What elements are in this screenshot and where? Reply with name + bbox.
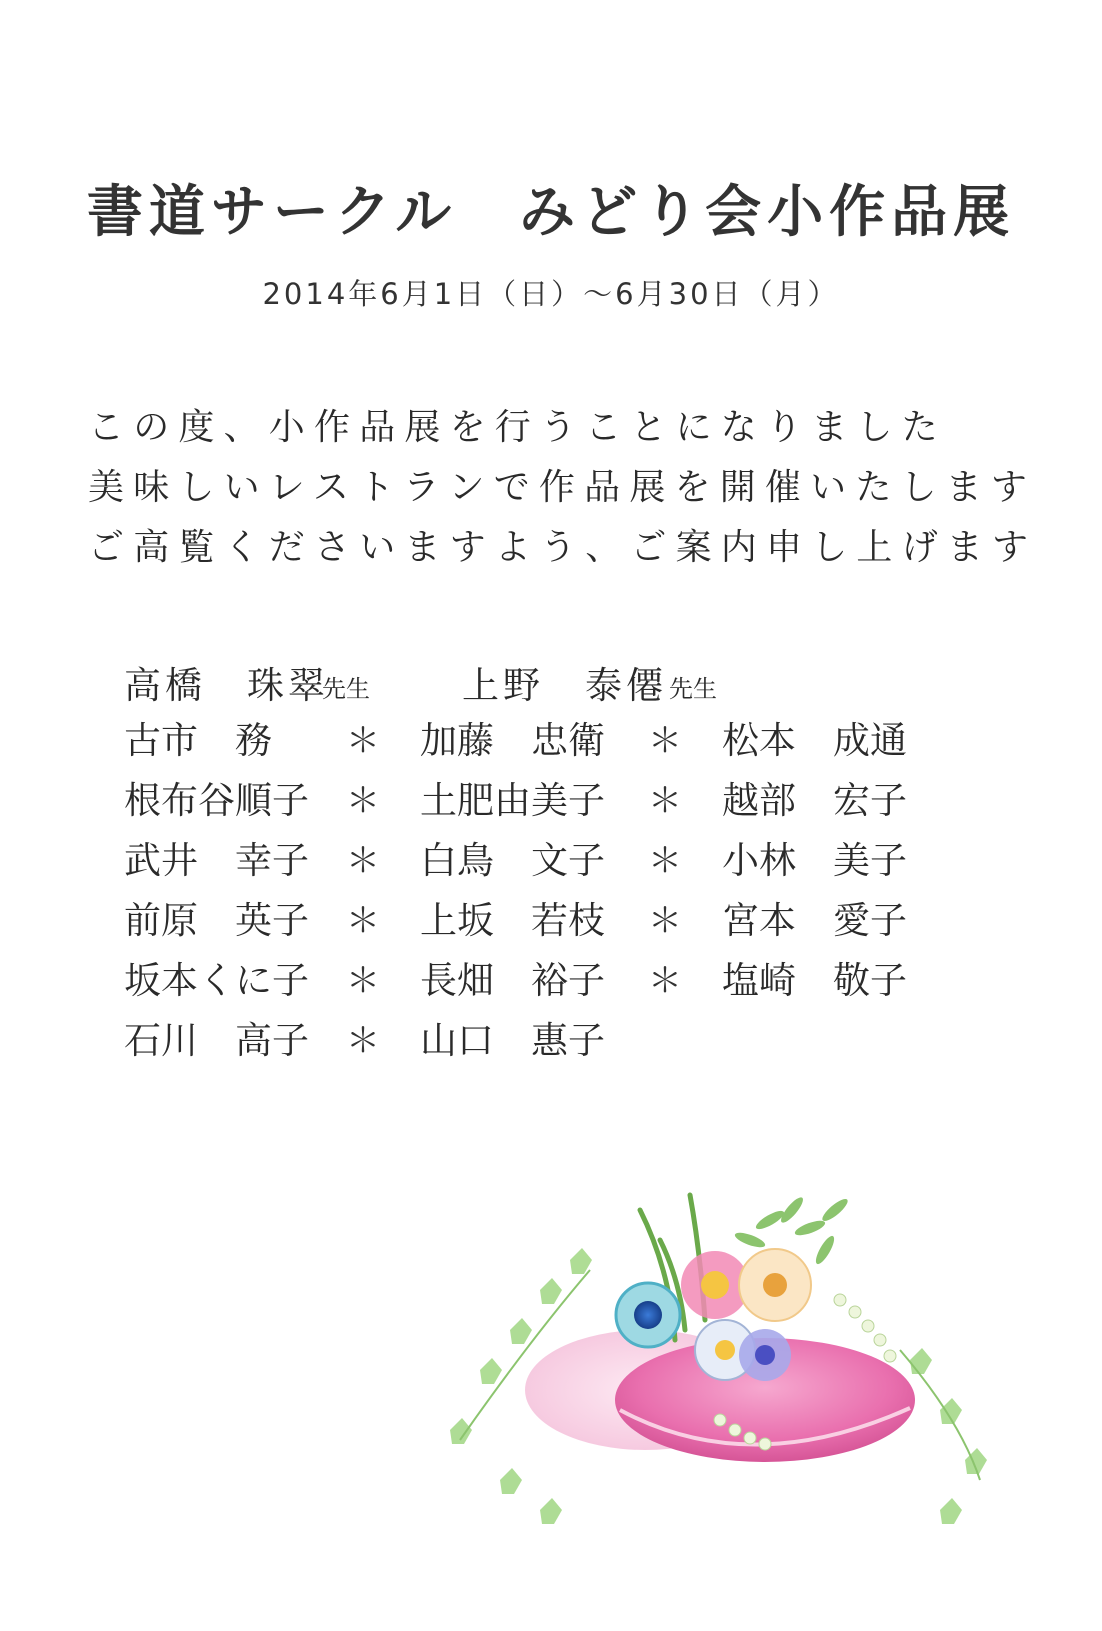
member-name: 小林 美子 <box>722 839 907 882</box>
intro-line: この度、小作品展を行うことになりました <box>88 407 947 448</box>
member-row <box>124 833 984 893</box>
member-row <box>124 713 984 773</box>
member-name: 根布谷順子 <box>124 779 309 822</box>
member-name: 宮本 愛子 <box>722 899 907 942</box>
exhibition-title: 書道サークル みどり会小作品展 <box>86 179 1016 245</box>
asterisk-separator: ＊ <box>648 841 682 881</box>
asterisk-separator: ＊ <box>648 901 682 941</box>
teachers-row <box>124 655 984 711</box>
asterisk-separator: ＊ <box>346 841 380 881</box>
flower-arrangement-illustration <box>420 1180 1020 1620</box>
member-name: 加藤 忠衛 <box>420 719 605 762</box>
asterisk-separator: ＊ <box>648 721 682 761</box>
member-name: 武井 幸子 <box>124 839 309 882</box>
intro-line: 美味しいレストランで作品展を開催いたします <box>88 467 1037 508</box>
member-name: 土肥由美子 <box>420 779 605 822</box>
asterisk-separator: ＊ <box>648 781 682 821</box>
member-row <box>124 773 984 833</box>
member-row <box>124 953 984 1013</box>
member-name: 長畑 裕子 <box>420 959 605 1002</box>
asterisk-separator: ＊ <box>346 781 380 821</box>
member-name: 坂本くに子 <box>124 959 309 1002</box>
asterisk-separator: ＊ <box>346 901 380 941</box>
teacher-name: 高橋 珠翠 <box>124 664 329 707</box>
member-name: 前原 英子 <box>124 899 309 942</box>
member-name: 古市 務 <box>124 719 272 762</box>
intro-line: ご高覧くださいますよう、ご案内申し上げます <box>88 527 1038 568</box>
teacher-name: 上野 泰僊 <box>462 664 667 707</box>
member-name: 塩崎 敬子 <box>722 959 907 1002</box>
member-row <box>124 893 984 953</box>
teacher-title: 先生 <box>669 675 717 703</box>
member-name: 石川 高子 <box>124 1019 309 1062</box>
exhibition-dates: 2014年6月1日（日）〜6月30日（月） <box>262 277 840 311</box>
asterisk-separator: ＊ <box>346 721 380 761</box>
member-name: 越部 宏子 <box>722 779 907 822</box>
member-name: 白鳥 文子 <box>420 839 605 882</box>
member-name: 上坂 若枝 <box>420 899 605 942</box>
members-list <box>124 713 984 1073</box>
member-row <box>124 1013 984 1073</box>
member-name: 松本 成通 <box>722 719 907 762</box>
intro-text <box>88 398 1048 578</box>
asterisk-separator: ＊ <box>346 1021 380 1061</box>
teacher-title: 先生 <box>322 675 370 703</box>
member-name: 山口 惠子 <box>420 1019 605 1062</box>
asterisk-separator: ＊ <box>648 961 682 1001</box>
asterisk-separator: ＊ <box>346 961 380 1001</box>
